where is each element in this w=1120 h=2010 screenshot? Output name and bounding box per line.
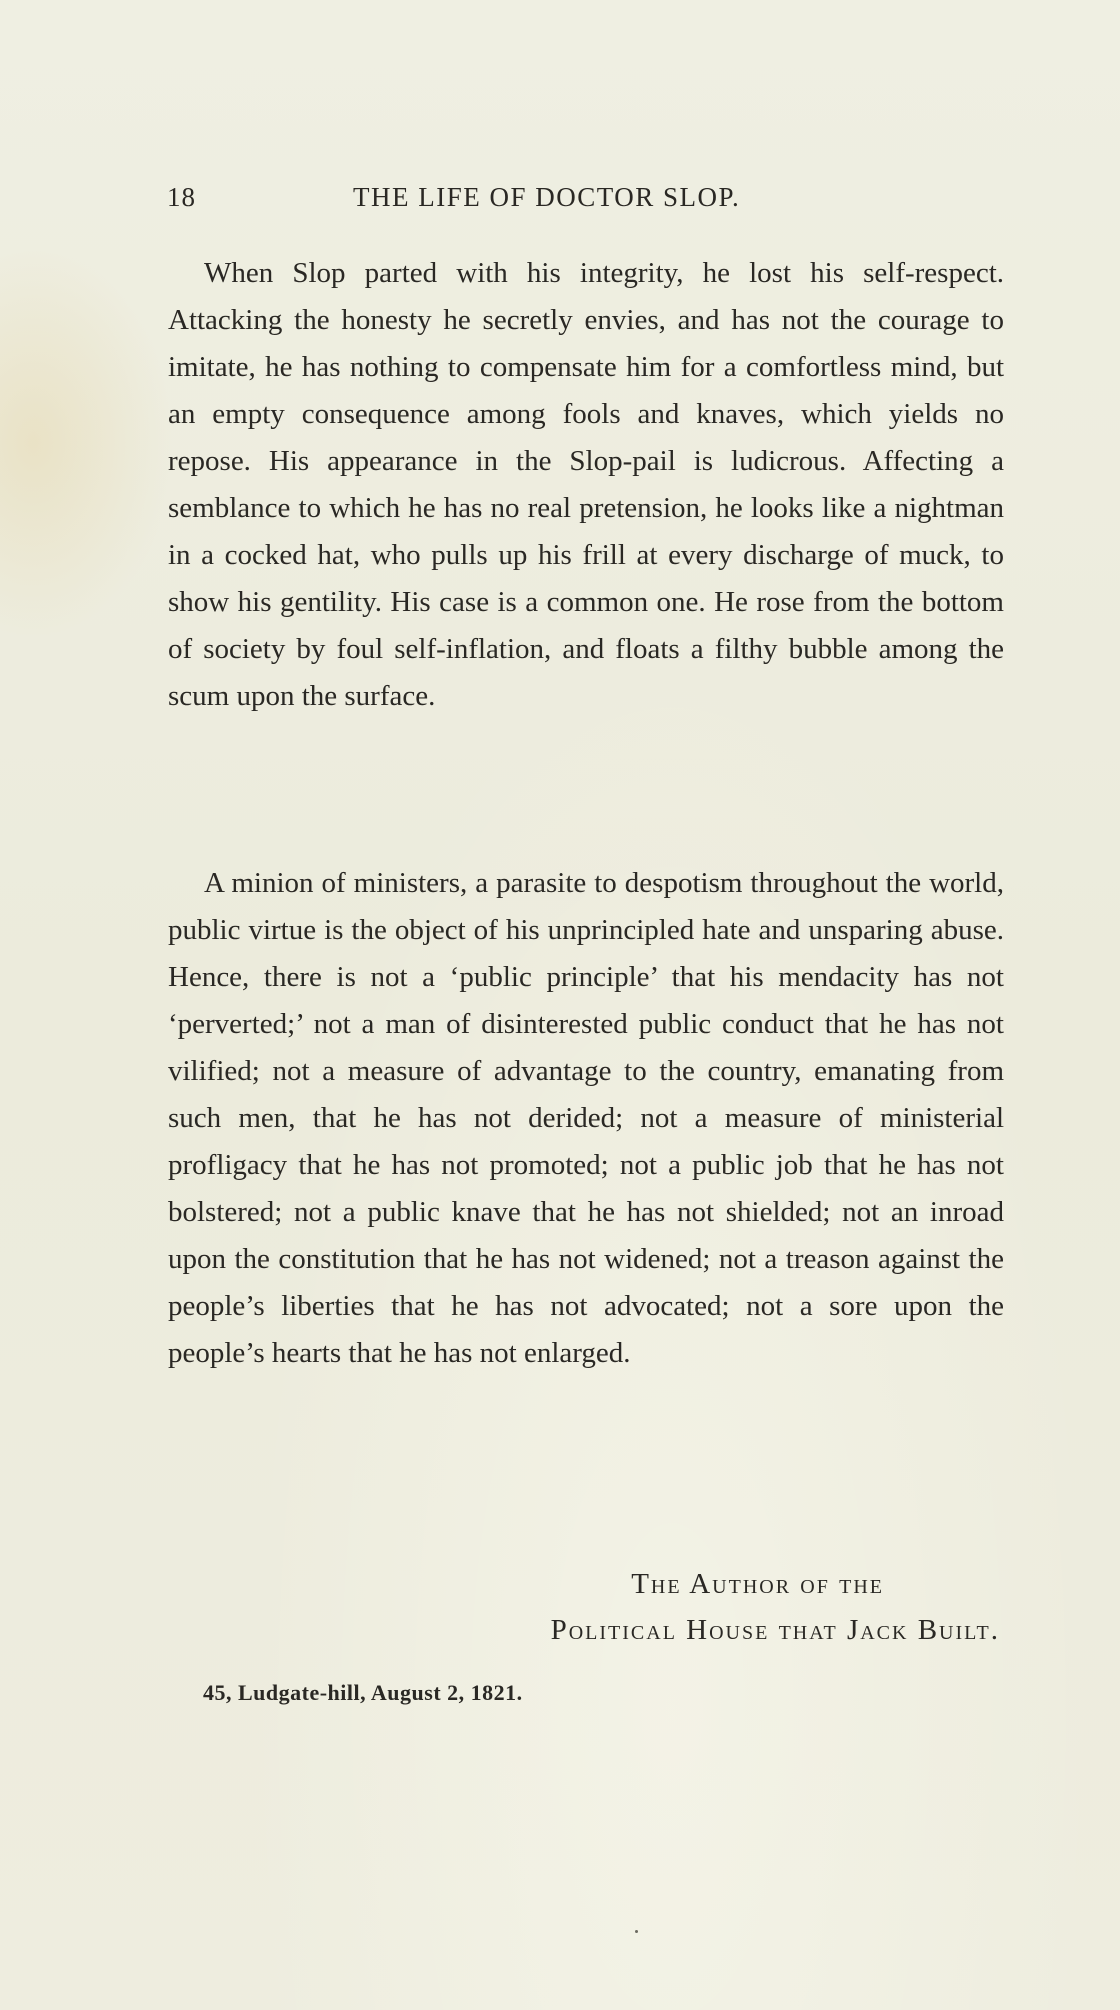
place-and-date: 45, Ludgate-hill, August 2, 1821. [203, 1680, 523, 1705]
running-title: THE LIFE OF DOCTOR SLOP. [353, 182, 741, 212]
page-number: 18 [167, 182, 196, 212]
running-header [167, 182, 807, 222]
body-paragraph-1 [168, 250, 1004, 720]
paper-speck [635, 1930, 638, 1933]
body-paragraph-2 [168, 860, 1004, 1377]
signature-line-1: The Author of the [631, 1568, 884, 1600]
signature-line-2: Political House that Jack Built. [550, 1614, 1000, 1646]
paragraph-text: A minion of ministers, a parasite to despotism throughout the world, public virtue is the object of his unprincipled hate and unsparing abuse. Hence, there is not a ‘public principle’ that his mendacity has not ‘perverted;’ not a man of disinterested public conduct that he has not vilified; not a measure of advantage to the country, emanating from such men, that he has not derided; not a measure of ministerial profligacy that he has not promoted; not a public job that he has not bolstered; not a public knave that he has not shielded; not an inroad upon the constitution that he has not widened; not a treason against the people’s liberties that he has not advocated; not a sore upon the people’s hearts that he has not enlarged. [168, 867, 1004, 1369]
paragraph-text: When Slop parted with his integrity, he lost his self-respect. Attacking the honesty he secretly envies, and has not the courage to imitate, he has nothing to compensate him for a comfortless mind, but an empty consequence among fools and knaves, which yields no repose. His appearance in the Slop-pail is ludicrous. Affecting a semblance to which he has no real pretension, he looks like a nightman in a cocked hat, who pulls up his frill at every discharge of muck, to show his gentility. His case is a common one. He rose from the bottom of society by foul self-inflation, and floats a filthy bubble among the scum upon the surface. [168, 257, 1004, 712]
